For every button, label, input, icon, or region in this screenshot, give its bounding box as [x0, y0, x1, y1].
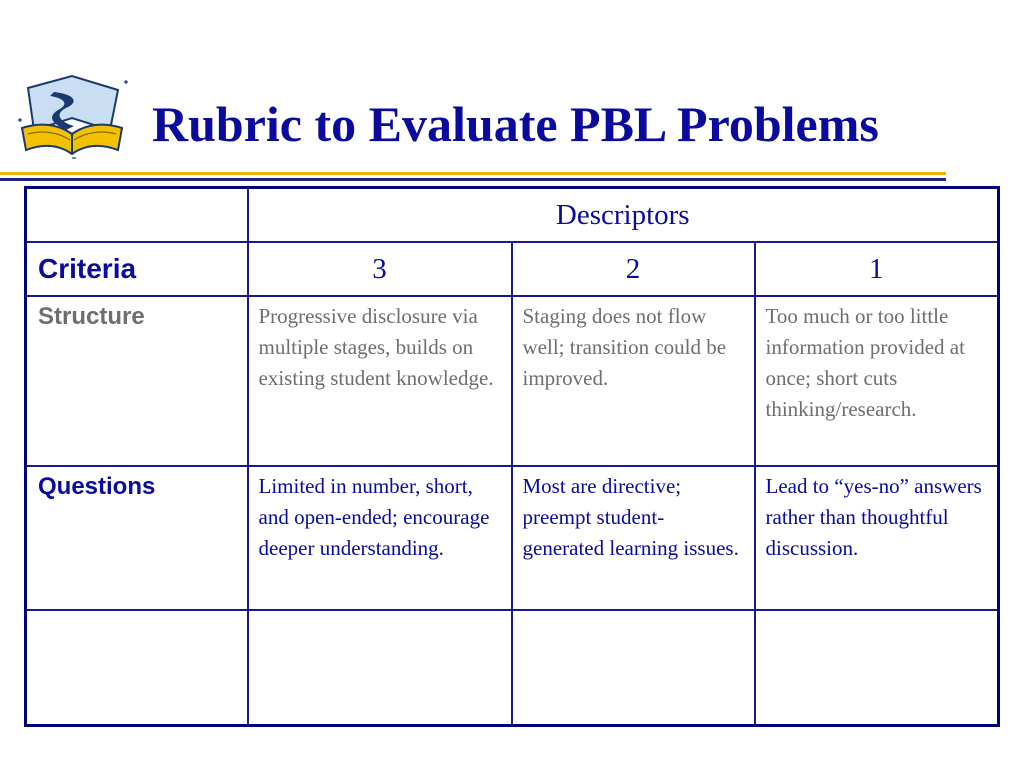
empty-cell: [755, 610, 999, 726]
score-header-1: 1: [755, 242, 999, 296]
descriptor-cell: Limited in number, short, and open-ended; encourage deeper understanding.: [248, 466, 512, 610]
navy-divider-line: [0, 178, 946, 181]
empty-cell: [26, 610, 248, 726]
descriptor-cell: Lead to “yes-no” answers rather than thoughtful discussion.: [755, 466, 999, 610]
descriptor-cell: Most are directive; preempt student-generated learning issues.: [512, 466, 755, 610]
table-header-row: [26, 188, 999, 243]
empty-corner-cell: [26, 188, 248, 243]
gold-divider-line: [0, 172, 946, 175]
table-row: [26, 466, 999, 610]
open-book-logo-icon: [14, 70, 130, 162]
table-row: [26, 296, 999, 466]
criterion-label-structure: Structure: [26, 296, 248, 466]
criterion-label-questions: Questions: [26, 466, 248, 610]
descriptor-cell: Too much or too little information provided at once; short cuts thinking/research.: [755, 296, 999, 466]
score-header-3: 3: [248, 242, 512, 296]
score-header-row: [26, 242, 999, 296]
rubric-table: [24, 186, 1000, 727]
empty-table-row: [26, 610, 999, 726]
slide-title: Rubric to Evaluate PBL Problems: [152, 96, 879, 152]
empty-cell: [248, 610, 512, 726]
score-header-2: 2: [512, 242, 755, 296]
descriptor-cell: Progressive disclosure via multiple stages, builds on existing student knowledge.: [248, 296, 512, 466]
descriptors-header: Descriptors: [248, 188, 999, 243]
criteria-header: Criteria: [26, 242, 248, 296]
descriptor-cell: Staging does not flow well; transition could be improved.: [512, 296, 755, 466]
empty-cell: [512, 610, 755, 726]
